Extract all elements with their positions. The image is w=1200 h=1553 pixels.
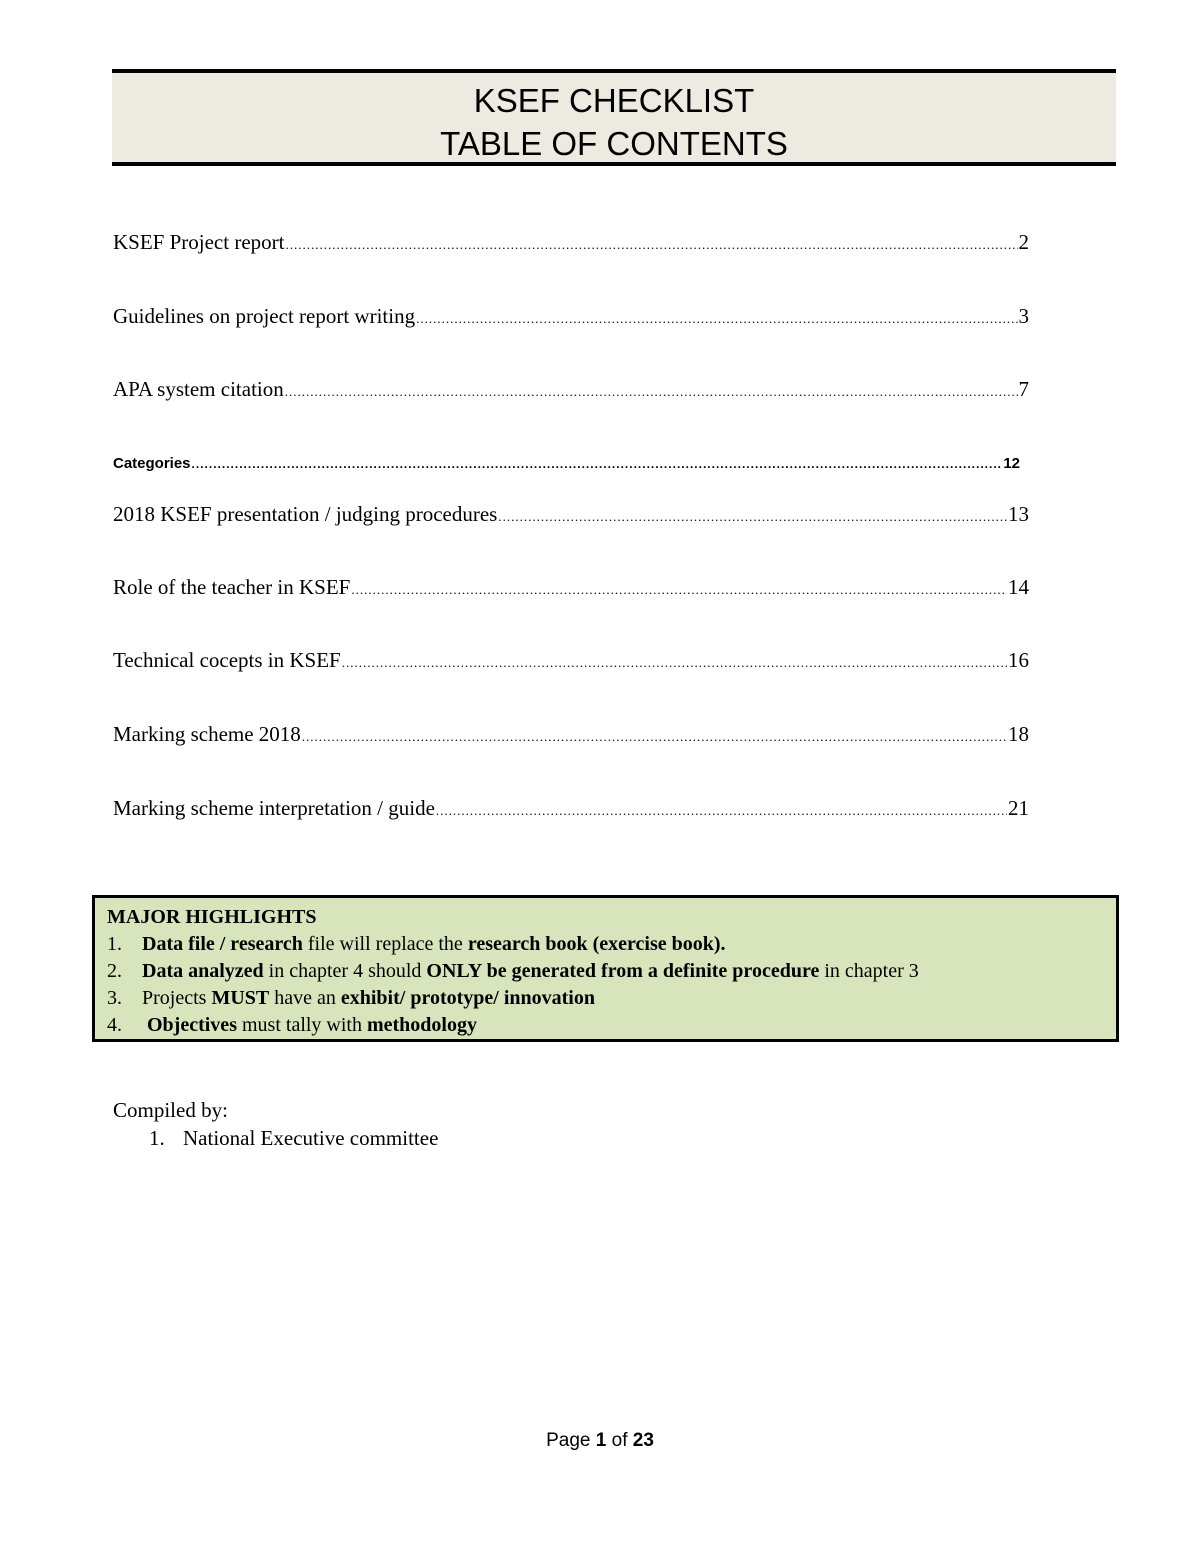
page-number-separator: of <box>606 1430 633 1451</box>
highlight-item <box>107 985 1116 1012</box>
toc-entry-label: KSEF Project report <box>113 230 285 254</box>
highlight-plain-text: Projects <box>142 987 212 1009</box>
toc-entry-page: 3 <box>1018 304 1029 328</box>
highlight-plain-text: have an <box>269 987 341 1009</box>
highlight-text <box>142 985 595 1012</box>
toc-entry-page: 18 <box>1008 722 1029 746</box>
toc-entry-teacher-role[interactable] <box>113 575 1029 600</box>
compiled-by-number: 1. <box>149 1126 165 1150</box>
toc-entry-marking-scheme[interactable] <box>113 722 1029 747</box>
page-number-prefix: Page <box>546 1430 596 1451</box>
compiled-by-section <box>113 1096 438 1152</box>
compiled-by-label: Compiled by: <box>113 1098 228 1122</box>
highlight-text <box>142 1012 477 1039</box>
toc-entry-label: Categories <box>113 455 191 472</box>
highlight-plain-text: in chapter 4 should <box>263 960 427 982</box>
document-title-block <box>112 69 1116 166</box>
toc-dot-leader <box>436 803 1007 819</box>
toc-entry-guidelines[interactable] <box>113 304 1029 329</box>
highlight-bold-text: ONLY be generated from a definite procedure <box>426 960 820 982</box>
toc-entry-page: 13 <box>1008 502 1029 526</box>
highlight-text <box>142 958 919 985</box>
toc-dot-leader <box>285 384 1018 400</box>
toc-entry-label: Guidelines on project report writing <box>113 304 416 328</box>
toc-heading: TABLE OF CONTENTS <box>440 125 788 162</box>
toc-entry-page: 16 <box>1008 648 1029 672</box>
toc-entry-label: Technical cocepts in KSEF <box>113 648 341 672</box>
highlight-number: 2. <box>107 960 122 982</box>
toc-dot-leader <box>285 237 1017 253</box>
toc-entry-label: APA system citation <box>113 377 284 401</box>
toc-dot-leader <box>302 729 1007 745</box>
page-footer <box>0 1430 1200 1452</box>
major-highlights-box <box>92 895 1119 1042</box>
compiled-by-item <box>113 1124 438 1152</box>
total-page-count: 23 <box>632 1430 654 1451</box>
highlight-plain-text: must tally with <box>236 1014 367 1036</box>
toc-entry-page: 14 <box>1008 575 1029 599</box>
highlight-item <box>107 1012 1116 1039</box>
highlight-plain-text: in chapter 3 <box>819 960 919 982</box>
toc-entry-label: Marking scheme 2018 <box>113 722 301 746</box>
toc-dot-leader <box>416 311 1017 327</box>
highlight-bold-text: research book (exercise book). <box>467 933 726 955</box>
highlight-bold-text: Data analyzed <box>142 960 264 982</box>
toc-dot-leader <box>192 457 1003 471</box>
toc-entry-judging-procedures[interactable] <box>113 502 1029 527</box>
toc-entry-label: 2018 KSEF presentation / judging procedures <box>113 502 498 526</box>
toc-entry-label: Marking scheme interpretation / guide <box>113 796 435 820</box>
toc-entry-label: Role of the teacher in KSEF <box>113 575 351 599</box>
highlight-bold-text: methodology <box>366 1014 477 1036</box>
highlight-bold-text: Data file / research <box>142 933 303 955</box>
toc-entry-marking-guide[interactable] <box>113 796 1029 821</box>
toc-entry-page: 21 <box>1008 796 1029 820</box>
highlight-plain-text: file will replace the <box>302 933 468 955</box>
toc-entry-apa-citation[interactable] <box>113 377 1029 402</box>
toc-entry-page: 12 <box>1003 455 1020 472</box>
highlight-item <box>107 931 1116 958</box>
toc-entry-page: 7 <box>1018 377 1029 401</box>
toc-dot-leader <box>351 582 1007 598</box>
toc-dot-leader <box>342 655 1007 671</box>
highlight-item <box>107 958 1116 985</box>
highlight-bold-text: Objectives <box>142 1014 237 1036</box>
highlight-bold-text: MUST <box>211 987 270 1009</box>
compiled-by-name: National Executive committee <box>183 1126 439 1150</box>
toc-entry-page: 2 <box>1018 230 1029 254</box>
toc-entry-project-report[interactable] <box>113 230 1029 255</box>
toc-entry-technical-concepts[interactable] <box>113 648 1029 673</box>
highlight-number: 1. <box>107 933 122 955</box>
highlight-bold-text: exhibit/ prototype/ innovation <box>340 987 595 1009</box>
document-title: KSEF CHECKLIST <box>473 82 755 119</box>
highlight-number: 3. <box>107 987 122 1009</box>
toc-dot-leader <box>498 509 1007 525</box>
highlight-text <box>142 931 726 958</box>
highlight-number: 4. <box>107 1014 122 1036</box>
toc-entry-categories[interactable] <box>113 455 1020 472</box>
highlights-heading: MAJOR HIGHLIGHTS <box>107 906 317 928</box>
current-page-number: 1 <box>595 1430 607 1451</box>
